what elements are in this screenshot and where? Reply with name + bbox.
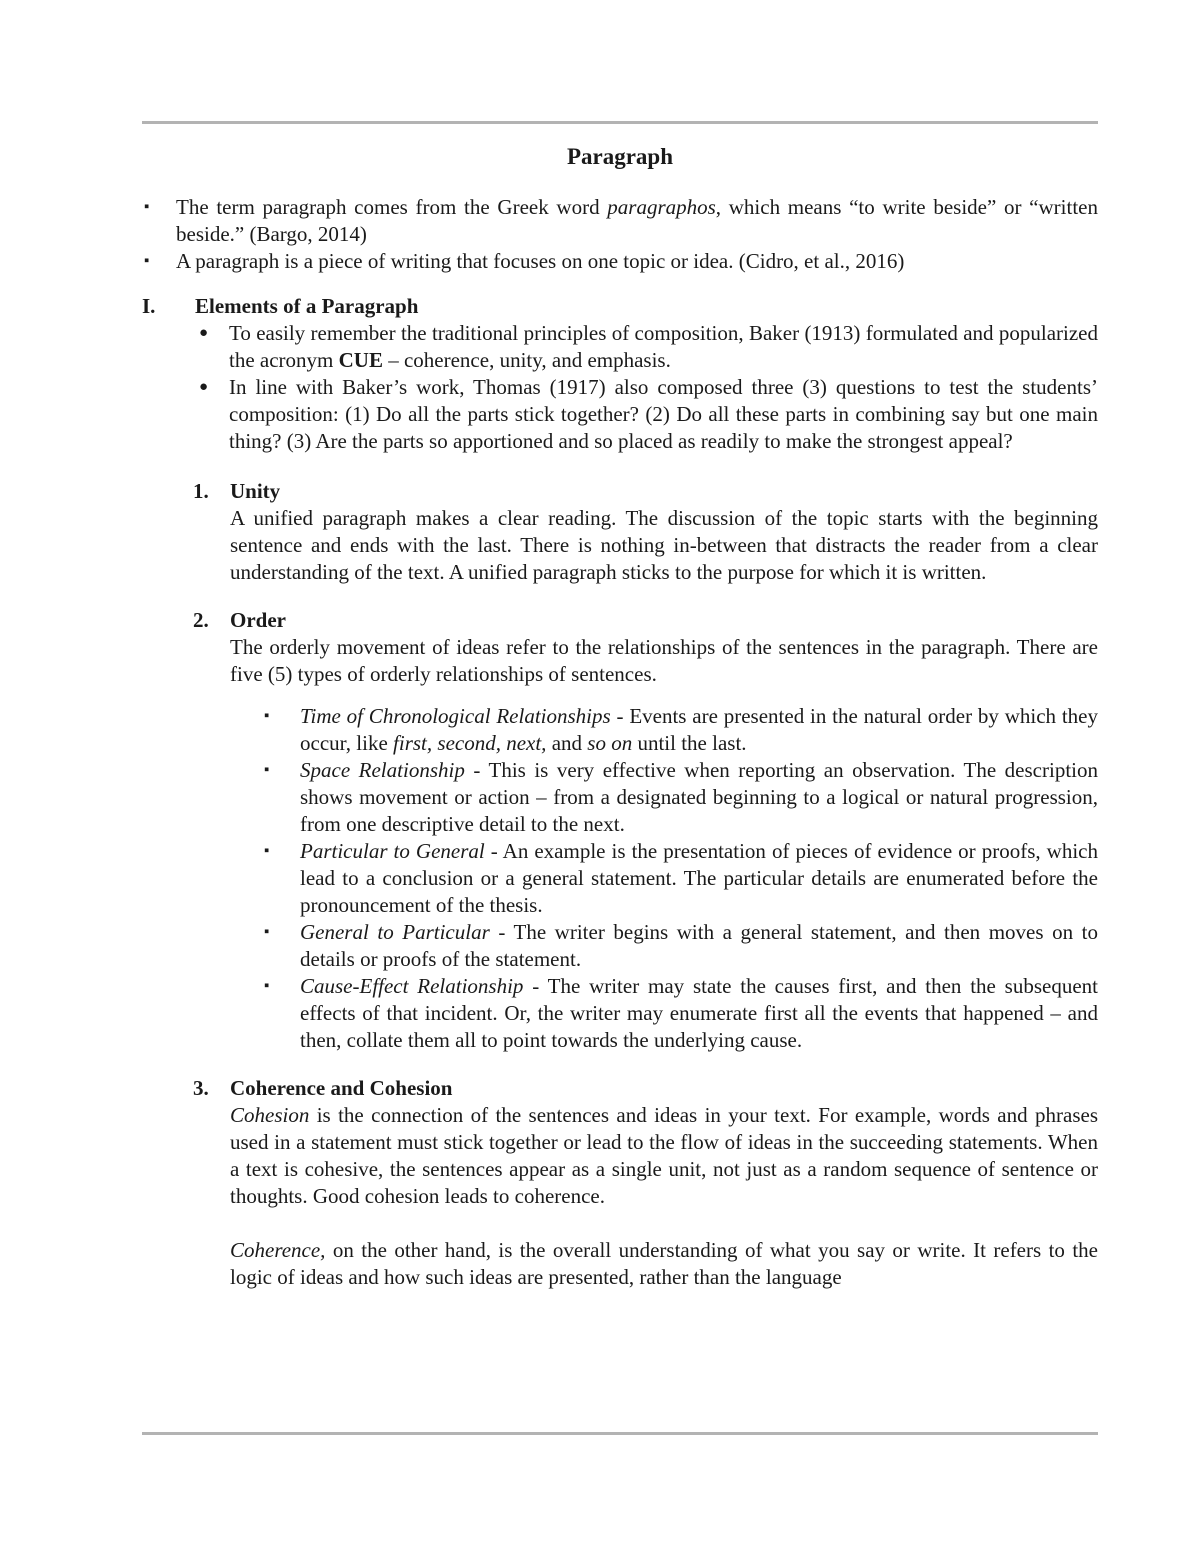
square-bullet-icon: ▪ — [264, 843, 270, 859]
section-heading: Elements of a Paragraph — [195, 294, 419, 318]
square-bullet-icon: ▪ — [144, 199, 150, 215]
square-bullet-icon: ▪ — [264, 978, 270, 994]
footer-rule — [142, 1432, 1098, 1435]
subsection-coherence — [142, 1075, 1098, 1291]
subsection-body: A unified paragraph makes a clear reading. The discussion of the topic starts with the beginning sentence and ends with the last. There is nothing in-between that distracts the reader from a clear understanding of the text. A unified paragraph sticks to the purpose for which it is written. — [230, 506, 1098, 584]
square-bullet-icon: ▪ — [264, 762, 270, 778]
section-elements — [142, 293, 1098, 455]
dot-bullet-icon: ● — [199, 379, 209, 395]
dot-bullet-icon: ● — [199, 325, 209, 341]
intro-item: ▪ A paragraph is a piece of writing that focuses on one topic or idea. (Cidro, et al., 2016) — [144, 249, 905, 273]
section-number: I. — [142, 294, 156, 318]
list-item: ▪ Cause-Effect Relationship - The writer may state the causes first, and then the subsequent effects of that incident. Or, the writer may enumerate first all the events that happened – and then, collate them all to point towards the underlying cause. — [264, 974, 1098, 1052]
subsection-number: 2. — [193, 608, 209, 632]
subsection-order — [142, 607, 1098, 1054]
list-item: ● To easily remember the traditional principles of composition, Baker (1913) formulated and popularized the acronym CUE – coherence, unity, and emphasis. — [199, 321, 1098, 372]
subsection-heading: Unity — [230, 479, 281, 503]
elements-bullets — [195, 320, 1098, 455]
list-item: ▪ Time of Chronological Relationships - Events are presented in the natural order by which they occur, like first, second, next, and so on until the last. — [264, 704, 1098, 755]
square-bullet-icon: ▪ — [144, 253, 150, 269]
document-page — [142, 140, 1098, 1291]
page-title: Paragraph — [566, 144, 674, 169]
list-item: ▪ Space Relationship - This is very effective when reporting an observation. The description shows movement or action – from a designated beginning to a logical or natural progression, from one descriptive detail to the next. — [264, 758, 1098, 836]
order-types-list — [230, 703, 1098, 1054]
cohesion-paragraph: Cohesion is the connection of the sentences and ideas in your text. For example, words and phrases used in a statement must stick together or lead to the flow of ideas in the succeeding statements. When a text is cohesive, the sentences appear as a single unit, not just as a random sequence of sentence or thoughts. Good cohesion leads to coherence. — [230, 1103, 1098, 1208]
square-bullet-icon: ▪ — [264, 924, 270, 940]
subsection-unity — [142, 478, 1098, 586]
list-item: ● In line with Baker’s work, Thomas (1917) also composed three (3) questions to test the students’ composition: (1) Do all the parts stick together? (2) Do all these parts in combining say but one main thing? (3) Are the parts so apportioned and so placed as readily to make the strongest appeal? — [199, 375, 1098, 453]
list-item: ▪ General to Particular - The writer begins with a general statement, and then moves on to details or proofs of the statement. — [264, 920, 1098, 971]
intro-list — [142, 194, 1098, 275]
subsection-number: 1. — [193, 479, 209, 503]
intro-item: ▪ The term paragraph comes from the Greek word paragraphos, which means “to write beside” or “written beside.” (Bargo, 2014) — [144, 195, 1098, 246]
list-item: ▪ Particular to General - An example is the presentation of pieces of evidence or proofs, which lead to a conclusion or a general statement. The particular details are enumerated before the pronouncement of the thesis. — [264, 839, 1098, 917]
coherence-paragraph: Coherence, on the other hand, is the overall understanding of what you say or write. It refers to the logic of ideas and how such ideas are presented, rather than the language — [230, 1238, 1098, 1289]
header-rule — [142, 121, 1098, 124]
subsection-heading: Order — [230, 608, 286, 632]
subsection-heading: Coherence and Cohesion — [230, 1076, 453, 1100]
square-bullet-icon: ▪ — [264, 708, 270, 724]
subsection-body: The orderly movement of ideas refer to the relationships of the sentences in the paragraph. There are five (5) types of orderly relationships of sentences. — [230, 635, 1098, 686]
subsection-number: 3. — [193, 1076, 209, 1100]
